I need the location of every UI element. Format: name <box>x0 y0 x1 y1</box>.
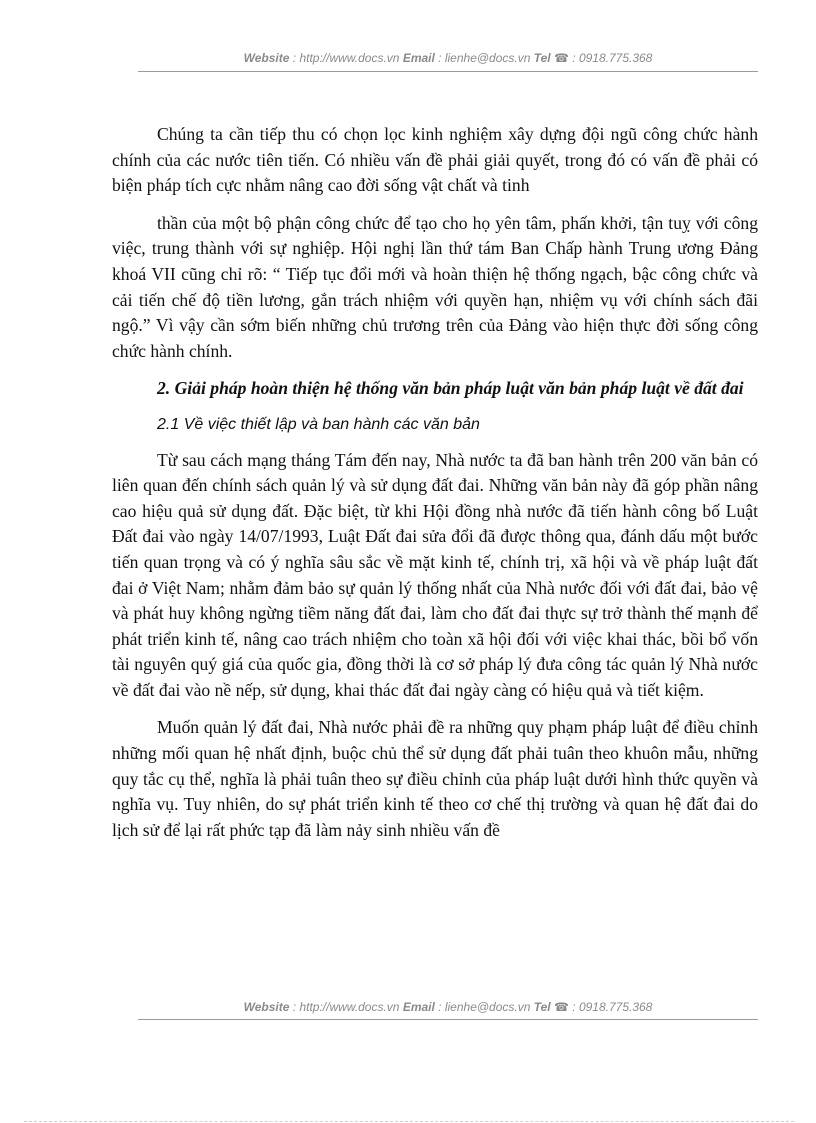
paragraph-3: Từ sau cách mạng tháng Tám đến nay, Nhà nước ta đã ban hành trên 200 văn bản có liên quan đến chính sách quản lý và sử dụng đất đai. Những văn bản này đã góp phần nâng cao hiệu quả sử dụng đất. Đặc biệt, từ khi Hội đồng nhà nước đã tiến hành công bố Luật Đất đai vào ngày 14/07/1993, Luật Đất đai sửa đổi đã được thông qua, đánh dấu một bước tiến quan trọng và có ý nghĩa sâu sắc về mặt kinh tế, chính trị, xã hội và về pháp luật đất đai ở Việt Nam; nhằm đảm bảo sự quản lý thống nhất của Nhà nước đối với đất đai, bảo vệ và phát huy không ngừng tiềm năng đất đai, làm cho đất đai thực sự trở thành thế mạnh để phát triển kinh tế, nâng cao trách nhiệm cho toàn xã hội đối với việc khai thác, bồi bổ vốn tài nguyên quý giá của quốc gia, đồng thời là cơ sở pháp lý đưa công tác quản lý Nhà nước về đất đai vào nề nếp, sử dụng, khai thác đất đai ngày càng có hiệu quả và tiết kiệm. <box>112 449 758 700</box>
header-email-label: Email <box>402 51 435 65</box>
header-tel-label: Tel <box>533 51 551 65</box>
header-divider <box>138 71 758 72</box>
paragraph-2: thần của một bộ phận công chức để tạo cho họ yên tâm, phấn khởi, tận tuỵ với công việc, trung thành với sự nghiệp. Hội nghị lần thứ tám Ban Chấp hành Trung ương Đảng khoá VII cũng chỉ rõ: “ Tiếp tục đổi mới và hoàn thiện hệ thống ngạch, bậc công chức và cải tiến chế độ tiền lương, gắn trách nhiệm với quyền hạn, nhiệm vụ với chính sách đãi ngộ.” Vì vậy cần sớm biến những chủ trương trên của Đảng vào hiện thực đời sống công chức hành chính. <box>112 212 758 361</box>
header-website-label: Website <box>243 51 290 65</box>
footer-website-link[interactable]: : http://www.docs.vn <box>289 1000 403 1014</box>
footer-email-link[interactable]: : lienhe@docs.vn <box>434 1000 534 1014</box>
footer-divider <box>138 1019 758 1020</box>
header-email-link[interactable]: : lienhe@docs.vn <box>434 51 534 65</box>
paragraph-1: Chúng ta cần tiếp thu có chọn lọc kinh nghiệm xây dựng đội ngũ công chức hành chính của các nước tiên tiến. Có nhiều vấn đề phải giải quyết, trong đó có vấn đề phải có biện pháp tích cực nhằm nâng cao đời sống vật chất và tinh <box>112 124 758 196</box>
header-website-link[interactable]: : http://www.docs.vn <box>289 51 403 65</box>
footer-website-label: Website <box>243 1000 290 1014</box>
page-footer <box>138 1000 758 1014</box>
footer-tel-value: ☎ : 0918.775.368 <box>550 1000 653 1014</box>
footer-email-label: Email <box>402 1000 435 1014</box>
document-body <box>112 122 758 843</box>
footer-tel-label: Tel <box>533 1000 551 1014</box>
header-tel-value: ☎ : 0918.775.368 <box>550 51 653 65</box>
page-boundary <box>24 1121 794 1122</box>
paragraph-4: Muốn quản lý đất đai, Nhà nước phải đề ra những quy phạm pháp luật để điều chỉnh những mối quan hệ nhất định, buộc chủ thể sử dụng đất phải tuân theo khuôn mẫu, những quy tắc cụ thể, nghĩa là phải tuân theo sự điều chỉnh của pháp luật dưới hình thức quyền và nghĩa vụ. Tuy nhiên, do sự phát triển kinh tế theo cơ chế thị trường và quan hệ đất đai do lịch sử để lại rất phức tạp đã làm nảy sinh nhiều vấn đề <box>112 717 758 840</box>
subsection-heading: 2.1 Về việc thiết lập và ban hành các văn bản <box>157 415 480 433</box>
page-header <box>138 51 758 65</box>
section-heading: 2. Giải pháp hoàn thiện hệ thống văn bản pháp luật văn bản pháp luật về đất đai <box>157 378 744 399</box>
